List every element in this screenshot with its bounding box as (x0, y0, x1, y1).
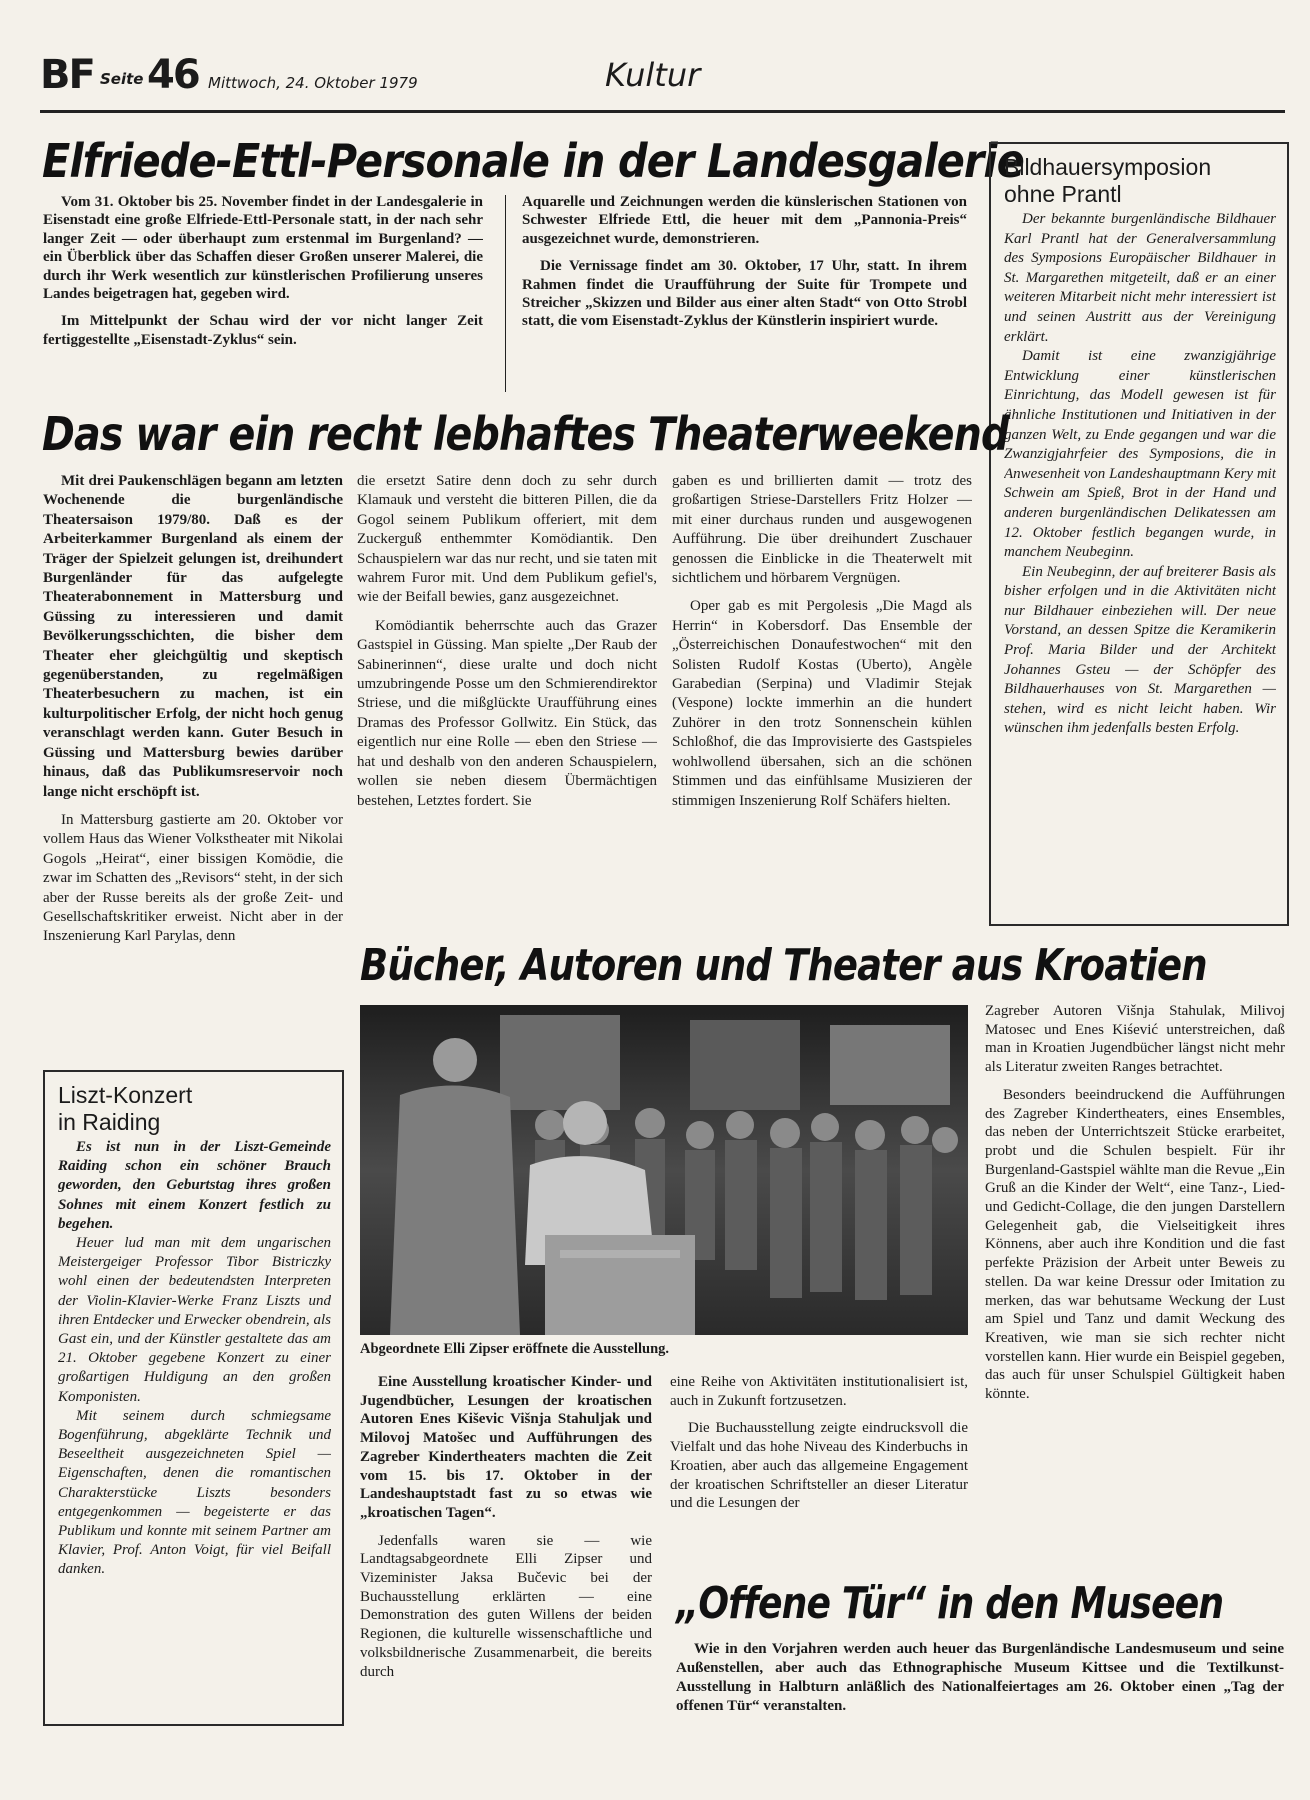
kroatien-column-2 (670, 1373, 968, 1553)
paragraph: In Mattersburg gastierte am 20. Oktober vor vollem Haus das Wiener Volkstheater mit Nikolai Gogols „Heirat“, einer bissigen Komödie, die zwar im Schatten des „Revisors“ steht, in der sich aber der Russe bereits als der große Zeit- und Gesellschaftskritiker erweist. Nicht aber in der Inszenierung Karl Parylas, denn (43, 811, 343, 945)
sidebar-body (1004, 210, 1276, 916)
paragraph: Die Buchausstellung zeigte eindrucksvoll die Vielfalt und das hohe Niveau des Kinderbuchs in Kroatien, aber auch das allgemeine Engagement der kroatischen Schriftsteller an dieser Literatur und die Lesungen der (670, 1420, 968, 1512)
headline-theater: Das war ein recht lebhaftes Theaterweekend (42, 407, 1009, 461)
paragraph: Jedenfalls waren sie — wie Landtagsabgeordnete Elli Zipser und Vizeminister Jaksa Bučevic bei der Buchausstellung erklärten — eine Demonstration des guten Willens der beiden Regionen, die kulturelle wissenschaftliche und volksbildnerische Zusammenarbeit, die bereits durch (360, 1532, 652, 1680)
paragraph: eine Reihe von Aktivitäten institutionalisiert ist, auch in Zukunft fortzusetzen. (670, 1374, 968, 1409)
photo-caption: Abgeordnete Elli Zipser eröffnete die Ausstellung. (360, 1341, 670, 1357)
photo-illustration (360, 1005, 968, 1335)
paragraph: Der bekannte burgenländische Bildhauer Karl Prantl hat der Generalversammlung des Symposions Europäischer Bildhauer in St. Margarethen mitgeteilt, daß er an einer weiteren Mitarbeit nicht mehr interessiert ist und seinen Austritt aus der Vereinigung erklärt. (1004, 211, 1276, 345)
masthead-rule (40, 110, 1285, 113)
theater-column-1 (43, 472, 343, 1057)
paragraph: Wie in den Vorjahren werden auch heuer das Burgenländische Landesmuseum und seine Außenstellen, aber auch das Ethnographische Museum Kittsee und die Textilkunst-Ausstellung in Halbturn anläßlich des Nationalfeiertages am 26. Oktober einen „Tag der offenen Tür“ veranstalten. (676, 1641, 1284, 1714)
paragraph: Es ist nun in der Liszt-Gemeinde Raiding schon ein schöner Brauch geworden, den Geburtstag ihres großen Sohnes mit einem Konzert festlich zu begehen. (58, 1139, 331, 1232)
headline-museen: „Offene Tür“ in den Museen (676, 1578, 1224, 1629)
ettl-column-2 (522, 193, 967, 393)
paragraph: Mit seinem durch schmiegsame Bogenführung, abgeklärte Technik und Beseeltheit ausgezeichneten Spiel — Eigenschaften, denen die romantischen Charakterstücke Liszts besonders entgegenkommen — begeisterte er das Publikum und konnte mit seinem Partner am Klavier, Prof. Anton Voigt, für viel Beifall danken. (58, 1407, 331, 1578)
sidebar-title: Bildhauersymposion ohne Prantl (1004, 154, 1212, 207)
sidebar-title: Liszt-Konzert in Raiding (58, 1082, 193, 1135)
ettl-column-1 (43, 193, 483, 393)
logo: BF (40, 52, 94, 98)
theater-column-2 (357, 472, 657, 932)
paragraph: Besonders beeindruckend die Aufführungen des Zagreber Kindertheaters, eines Ensembles, das neben der Unterrichtszeit Stücke erarbeitet, probt und die Schulen bespielt. Für ihr Burgenland-Gastspiel wählte man die Revue „Ein Gruß an die Kinder der Welt“, eine Tanz-, Lied- und Gedicht-Collage, die den jungen Darstellern Gelegenheit gab, die Vielseitigkeit ihres Könnens, aber auch ihre Kondition und die fast perfekte Präzision der Arbeit unter Beweis zu stellen. Da war keine Dressur oder Imitation zu merken, das war behutsame Weckung der Lust am Spiel und Tanz und damit Weckung des Kreativen, wie man sie sich rechter nicht vorstellen kann. Hier wurde ein Beispiel gegeben, das auch für unser Schulspiel Gültigkeit haben könnte. (985, 1086, 1285, 1403)
paragraph: Oper gab es mit Pergolesis „Die Magd als Herrin“ in Kobersdorf. Das Ensemble der „Österreichischen Donaufestwochen“ mit den Solisten Rudolf Kostas (Uberto), Angèle Garabedian (Serpina) und Vladimir Stejak (Vespone) lockte immerhin an die hundert Zuhörer in den trotz Sonnenschein kühlen Schloßhof, die das Improvisierte des Gastspieles wohlwollend übersahen, sich an die schönen Stimmen und das einfühlsame Musizieren der stimmigen Inszenierung Rolf Schäfers hielten. (672, 598, 972, 809)
kroatien-column-1 (360, 1373, 652, 1733)
paragraph: Zagreber Autoren Višnja Stahulak, Milivoj Matosec und Enes Kiśević unterstreichen, daß man in Kroatien Jugendbücher längst nicht mehr als Literatur zweiten Ranges betrachtet. (985, 1003, 1285, 1076)
paragraph: Damit ist eine zwanzigjährige Entwicklung einer künstlerischen Einrichtung, das Modell gewesen ist für ähnliche Institutionen und Initiativen in der ganzen Welt, zu Ende gegangen und war die Zwanzigjahrfeier des Symposions, die in Anwesenheit von Landeshauptmann Kery mit Schwein am Spieß, Brot in der Hand und anderen burgenländischen Delikatessen am 12. Oktober festlich begangen wurde, in manchem Neubeginn. (1004, 348, 1276, 561)
column-divider (505, 195, 506, 392)
paragraph: Komödiantik beherrschte auch das Grazer Gastspiel in Güssing. Man spielte „Der Raub der Sabinerinnen“, diese uralte und doch nicht umzubringende Posse um den Schmierendirektor Striese, und die mißglückte Uraufführung eines Dramas des Professor Gollwitz. Ein Stück, das eigentlich nur eine Rolle — eben den Striese — hat und deshalb von den anderen Schauspielern, wollen sie neben diesem Übermächtigen bestehen, Letztes fordert. Sie (357, 617, 657, 809)
museen-text (676, 1640, 1284, 1740)
theater-column-3 (672, 472, 972, 932)
headline-kroatien: Bücher, Autoren und Theater aus Kroatien (360, 940, 1207, 991)
sidebar-prantl (989, 142, 1289, 926)
page-label: Seite (100, 70, 144, 88)
paragraph: Eine Ausstellung kroatischer Kinder- und Jugendbücher, Lesungen der kroatischen Autoren Enes Kiševic Višnja Stahuljak und Milovoj Matošec und Aufführungen des Zagreber Kindertheaters machten die Zeit vom 15. bis 17. Oktober in der Landeshauptstadt fast zu so etwas wie „kroatischen Tagen“. (360, 1374, 652, 1521)
section-title: Kultur (605, 56, 701, 94)
paragraph: Heuer lud man mit dem ungarischen Meistergeiger Professor Tibor Bistriczky wohl einen der bedeutendsten Interpreten der Violin-Klavier-Werke Franz Liszts und ihren Entdecker und Erwecker obendrein, als Gast ein, und der Künstler gestaltete das am 21. Oktober gegebene Konzert zu einer großartigen Huldigung an den großen Komponisten. (58, 1235, 331, 1405)
headline-ettl: Elfriede-Ettl-Personale in der Landesgalerie (42, 134, 1024, 188)
paragraph: Im Mittelpunkt der Schau wird der vor nicht langer Zeit fertiggestellte „Eisenstadt-Zyklus“ sein. (43, 313, 483, 348)
sidebar-liszt (43, 1070, 344, 1726)
issue-date: Mittwoch, 24. Oktober 1979 (208, 74, 418, 92)
sidebar-body (58, 1138, 331, 1718)
paragraph: Aquarelle und Zeichnungen werden die künslerischen Stationen von Schwester Elfriede Ettl, die heuer mit dem „Pannonia-Preis“ ausgezeichnet wurde, demonstrieren. (522, 194, 967, 247)
paragraph: Ein Neubeginn, der auf breiterer Basis als bisher erfolgen und in die Aktivitäten nicht nur Bildhauer einbeziehen will. Der neue Vorstand, an dessen Spitze die Keramikerin Prof. Maria Bilder und der Architekt Johannes Gsteu — der Schöpfer des Bildhauerhauses von St. Margarethen — stehen, wird es nicht leicht haben. Wir wünschen ihm jedenfalls besten Erfolg. (1004, 563, 1276, 737)
paragraph: die ersetzt Satire denn doch zu sehr durch Klamauk und versteht die bitteren Pillen, die da Gogol seinem Publikum offeriert, mit dem Zuckerguß enthemmter Komödiantik. Den Schauspielern war das nur recht, und sie taten mit wahrem Furor mit. Und dem Publikum gefiel's, wie der Beifall bewies, ganz ausgezeichnet. (357, 473, 657, 606)
exhibition-photo (360, 1005, 968, 1335)
masthead (40, 52, 1285, 102)
paragraph: Die Vernissage findet am 30. Oktober, 17 Uhr, statt. In ihrem Rahmen findet die Uraufführung der Suite für Trompete und Streicher „Skizzen und Bilder aus einer alten Stadt“ von Otto Strobl statt, die vom Eisenstadt-Zyklus der Künstlerin inspiriert wurde. (522, 258, 967, 330)
paragraph: gaben es und brillierten damit — trotz des großartigen Striese-Darstellers Fritz Holzer — mit einer durchaus runden und ausgewogenen Aufführung. Die über dreihundert Zuschauer genossen die Einblicke in die Theaterwelt mit sichtlichem und hörbarem Vergnügen. (672, 473, 972, 587)
paragraph: Vom 31. Oktober bis 25. November findet in der Landesgalerie in Eisenstadt eine große Elfriede-Ettl-Personale statt, in der nach sehr langer Zeit — oder überhaupt zum erstenmal im Burgenland? — ein Überblick über das Schaffen dieser Großen unserer Malerei, die durch ihr Werk wesentlich zur künstlerischen Profilierung unseres Landes beigetragen hat, gegeben wird. (43, 194, 483, 303)
kroatien-column-3 (985, 1002, 1285, 1527)
paragraph: Mit drei Paukenschlägen begann am letzten Wochenende die burgenländische Theatersaison 1979/80. Daß es der Arbeiterkammer Burgenland als einem der Träger der Spielzeit gelungen ist, dreihundert Burgenländer für das aufgelegte Theaterabonnement in Mattersburg und Güssing zu interessieren und damit Bevölkerungsschichten, die bisher dem Theater eher gleichgültig und skeptisch gegenüberstanden, zu regelmäßigen Theaterbesuchern zu machen, ist ein kulturpolitischer Erfolg, der nicht hoch genug veranschlagt werden kann. Guter Besuch in Güssing und Mattersburg bewies darüber hinaus, daß das Publikumsreservoir noch lange nicht erschöpft ist. (43, 473, 343, 800)
page-number: 46 (147, 52, 199, 98)
